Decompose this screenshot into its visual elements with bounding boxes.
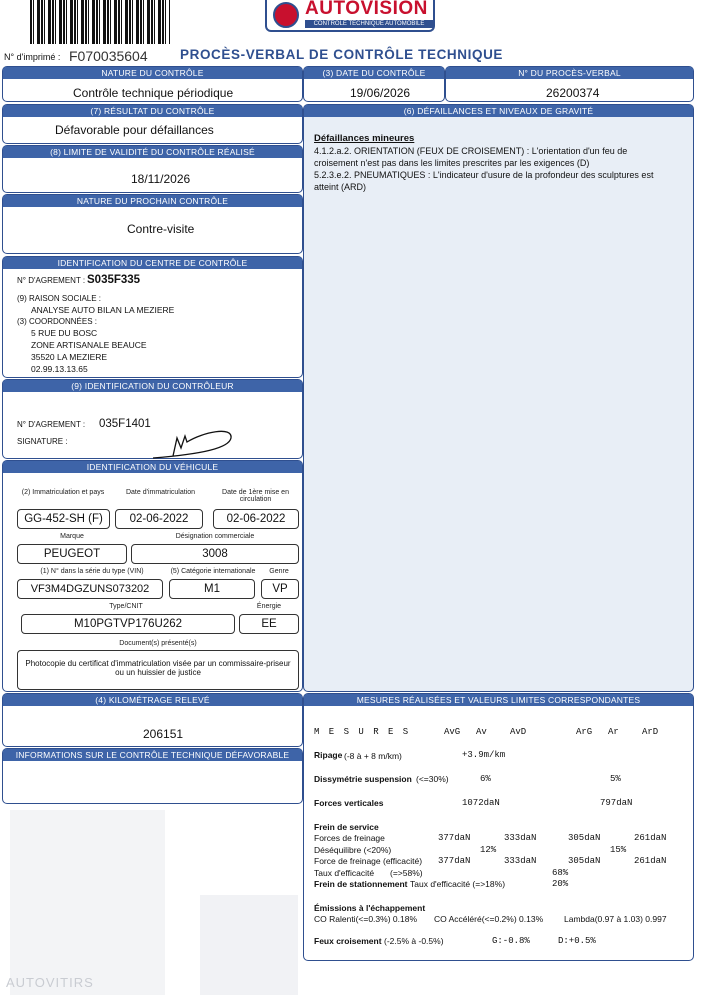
deseq-av: 12% [480,845,497,855]
energie-value: EE [239,614,299,634]
kilometrage-header: (4) KILOMÉTRAGE RELEVÉ [3,694,302,706]
docs-label: Document(s) présenté(s) [119,640,197,647]
controleur-agrement-value: 035F1401 [99,418,151,430]
resultat-value: Défavorable pour défaillances [55,123,214,137]
type-label: Type/CNIT [109,603,143,610]
ripage-limit: (-8 à + 8 m/km) [344,751,402,761]
centre-header: IDENTIFICATION DU CENTRE DE CONTRÔLE [3,257,302,269]
feux-d: D:+0.5% [558,936,596,946]
docs-line-1: Photocopie du certificat d'immatriculation visée par un commissaire-priseur [25,659,291,668]
nature-box [2,66,303,102]
logo-tagline: CONTROLE TECHNIQUE AUTOMOBILE [305,20,433,28]
taux-label: Taux d'efficacité [314,868,375,878]
nature-value: Contrôle technique périodique [73,86,234,100]
frein-title: Frein de service [314,822,379,832]
defaillances-box [303,104,694,692]
pv-header: N° DU PROCÈS-VERBAL [446,67,693,79]
mesures-title: M E S U R E S [314,727,411,737]
feux-g: G:-0.8% [492,936,530,946]
col-ard: ArD [642,727,659,737]
vin-label: (1) N° dans la série du type (VIN) [40,568,144,575]
categorie-label: (5) Catégorie internationale [170,568,256,575]
stationnement-value: 20% [552,879,569,889]
infos-header: INFORMATIONS SUR LE CONTRÔLE TECHNIQUE DÉFAVORABLE [3,749,302,761]
freinage-arg: 305daN [568,833,601,843]
controleur-agrement-label: N° D'AGREMENT : [17,420,86,429]
infos-box [2,748,303,804]
energie-label: Énergie [256,603,282,610]
co-ralenti: CO Ralenti(<=0.3%) 0.18% [314,914,417,924]
centre-box [2,256,303,378]
date-box [303,66,445,102]
col-arg: ArG [576,727,593,737]
controleur-box [2,379,303,459]
efficace-label: Force de freinage (efficacité) [314,856,423,866]
defaillances-header: (6) DÉFAILLANCES ET NIVEAUX DE GRAVITÉ [304,105,693,117]
dissym-label: Dissymétrie suspension [314,774,412,784]
dissym-limit: (<=30%) [416,774,449,784]
vin-value: VF3M4DGZUNS073202 [17,579,163,599]
centre-agrement-label: N° D'AGREMENT : [17,276,86,285]
prochain-box [2,194,303,254]
immat-label: (2) Immatriculation et pays [21,489,105,496]
co-accel: CO Accéléré(<=0.2%) 0.13% [434,914,544,924]
date-immat-value: 02-06-2022 [115,509,203,529]
imprime-label: N° d'imprimé : [4,52,61,62]
docs-value [17,650,299,690]
vehicule-header: IDENTIFICATION DU VÉHICULE [3,461,302,473]
centre-addr-2: ZONE ARTISANALE BEAUCE [31,340,147,350]
mesures-box [303,693,694,961]
date-immat-label: Date d'immatriculation [125,489,196,496]
nature-header: NATURE DU CONTRÔLE [3,67,302,79]
prochain-header: NATURE DU PROCHAIN CONTRÔLE [3,195,302,207]
type-value: M10PGTVP176U262 [21,614,235,634]
freinage-avd: 333daN [504,833,537,843]
marque-label: Marque [60,533,84,540]
efficace-avd: 333daN [504,856,537,866]
logo-emblem-icon [273,2,299,28]
stationnement-limit: Taux d'efficacité (=>18%) [410,879,506,889]
barcode [30,0,170,44]
defaillances-title: Défaillances mineures [314,133,415,144]
centre-coord-label: (3) COORDONNÉES : [17,317,98,326]
col-avg: AvG [444,727,461,737]
forces-label: Forces verticales [314,798,384,808]
date-first-label: Date de 1ère mise en circulation [222,489,289,503]
centre-raison-label: (9) RAISON SOCIALE : [17,294,102,303]
watermark: AUTOVITIRS [6,975,94,990]
scan-shade [10,810,165,995]
kilometrage-box [2,693,303,747]
resultat-box [2,104,303,144]
efficace-ard: 261daN [634,856,667,866]
categorie-value: M1 [169,579,255,599]
prochain-value: Contre-visite [127,222,195,236]
kilometrage-value: 206151 [143,727,184,741]
pv-box [445,66,694,102]
defaillance-line-2: croisement n'est pas dans les limites prescrites par les exigences (D) [314,158,590,168]
date-value: 19/06/2026 [350,86,411,100]
forces-ar: 797daN [600,798,633,808]
stationnement-label: Frein de stationnement [314,879,408,889]
lambda: Lambda(0.97 à 1.03) 0.997 [564,914,667,924]
ripage-label: Ripage [314,750,343,760]
freinage-label: Forces de freinage [314,833,385,843]
taux-value: 68% [552,868,569,878]
centre-agrement-value: S035F335 [87,274,141,286]
scan-shade-2 [200,895,298,995]
col-ar: Ar [608,727,619,737]
defaillance-line-1: 4.1.2.a.2. ORIENTATION (FEUX DE CROISEMENT) : L'orientation d'un feu de [314,146,628,156]
controleur-signature-label: SIGNATURE : [17,437,68,446]
emissions-title: Émissions à l'échappement [314,903,426,913]
efficace-arg: 305daN [568,856,601,866]
freinage-avg: 377daN [438,833,471,843]
defaillance-line-4: atteint (ARD) [314,182,367,192]
designation-label: Désignation commerciale [175,533,255,540]
date-header: (3) DATE DU CONTRÔLE [304,67,444,79]
logo [265,0,435,32]
freinage-ard: 261daN [634,833,667,843]
forces-av: 1072daN [462,798,500,808]
logo-brand: AUTOVISION [305,0,428,19]
controleur-header: (9) IDENTIFICATION DU CONTRÔLEUR [3,380,302,392]
dissym-av: 6% [480,774,491,784]
limite-box [2,145,303,193]
centre-phone: 02.99.13.13.65 [31,364,88,374]
resultat-header: (7) RÉSULTAT DU CONTRÔLE [3,105,302,117]
vehicule-box [2,460,303,692]
genre-label: Genre [269,568,289,575]
deseq-label: Déséquilibre (<20%) [314,845,392,855]
col-avd: AvD [510,727,527,737]
efficace-avg: 377daN [438,856,471,866]
feux-label: Feux croisement [314,936,382,946]
feux-limit: (-2.5% à -0.5%) [384,936,444,946]
centre-addr-3: 35520 LA MEZIERE [31,352,108,362]
signature-image [143,412,243,460]
col-av: Av [476,727,487,737]
centre-raison-value: ANALYSE AUTO BILAN LA MEZIERE [31,305,175,315]
pv-value: 26200374 [546,86,600,100]
mesures-header: MESURES RÉALISÉES ET VALEURS LIMITES CORRESPONDANTES [304,694,693,706]
limite-header: (8) LIMITE DE VALIDITÉ DU CONTRÔLE RÉALISÉ [3,146,302,158]
taux-limit: (=>58%) [390,868,423,878]
docs-line-2: ou un huissier de justice [115,668,201,677]
marque-value: PEUGEOT [17,544,127,564]
ripage-value: +3.9m/km [462,750,506,760]
centre-addr-1: 5 RUE DU BOSC [31,328,98,338]
dissym-ar: 5% [610,774,621,784]
limite-value: 18/11/2026 [131,172,191,186]
defaillance-line-3: 5.2.3.e.2. PNEUMATIQUES : L'indicateur d'usure de la profondeur des sculptures est [314,170,654,180]
page-title: PROCÈS-VERBAL DE CONTRÔLE TECHNIQUE [180,47,504,62]
designation-value: 3008 [131,544,299,564]
deseq-ar: 15% [610,845,627,855]
imprime-value: F070035604 [69,48,148,64]
genre-value: VP [261,579,299,599]
date-first-value: 02-06-2022 [213,509,299,529]
immat-value: GG-452-SH (F) [17,509,110,529]
